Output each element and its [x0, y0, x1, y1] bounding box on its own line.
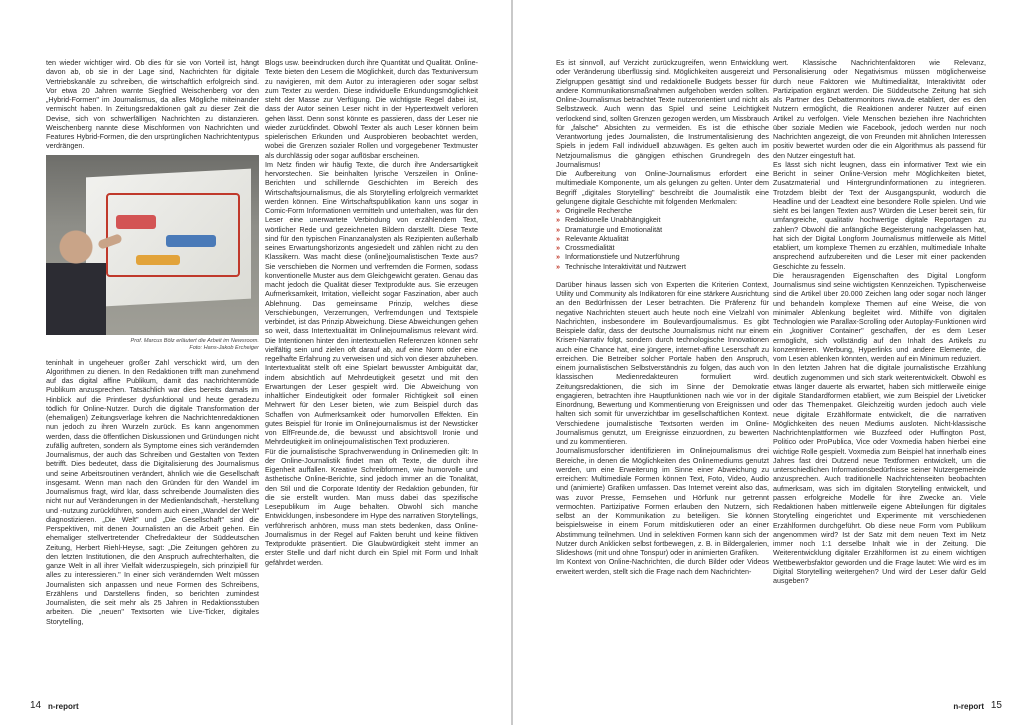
column-4-paragraph-3: Die herausragenden Eigenschaften des Digital Longform Journalismus sind seine wichtigsten Kennzeichen. Typischerweise sind die Artikel über 20.000 Zeichen lang oder sogar noch länger und behandeln komplexe Themen auf eine Weise, die von minimaler Ablenkung begleitet wird. Mithilfe von digitalen Technologien wie Parallax-Scrolling oder Autoplay-Funktionen wird ein „kognitiver Container" geschaffen, der es dem Leser ermöglicht, sich vollständig auf den Inhalt des Artikels zu konzentrieren. Werbung, Hyperlinks und andere Elemente, die vom Lesen ablenken könnten, werden auf ein Minimum reduziert.: [773, 270, 986, 363]
diagram-arrow-orange: [136, 255, 180, 265]
column-1-bottom-text: teninhalt in ungeheuer großer Zahl verschickt wird, um den Algorithmen zu dienen. In den Redaktionen trifft man zunehmend auf das digital affine Publikum, damit das nachrichtenmüde Publikum anzusprechen. Tatsächlich war dies bereits damals im Hinblick auf die Printleser dysfunktional und heute geradezu tödlich für Online-Nutzer. Durch die digitale Transformation der (ehemaligen) Zeitungsverlage kehren die Nachrichtenredaktionen nun jedoch zu ihren Wurzeln zurück. Es kann angenommen werden, dass die öffentlichen Diskussionen und Gründungen nicht zufällig auftreten, sondern als Symptome eines sich verändernden Journalismus, der auch das Schreiben und Gestalten von Texten betrifft. Dies bedeutet, dass die Digitalisierung des Journalismus und seine Arbeitsroutinen verändert, ähnlich wie die Gesellschaft insgesamt. Wenn man nach den Gründen für den Wandel im Journalismus fragt, wird klar, dass schreibende Journalisten dies nicht nur auf Veränderungen in der Medienlandschaft, -herstellung und -nutzung zurückführen, sondern auch einen „Wandel der Welt" diagnostizieren. „Die Welt" und „Die Gesellschaft" sind die Perspektiven, mit denen Journalisten an die Arbeit gehen. Ein ehemaliger stellvertretender Chefredakteur der Süddeutschen Zeitung, Herbert Riehl-Heyse, sagt: „Die Zeitungen gehören zu den letzten Institutionen, die den Anspruch aufrechterhalten, die ganze Welt in all ihrer Vielfalt widerzuspiegeln, sich prinzipiell für alles zu interessieren." In einer sich verändernden Welt müssen Journalisten sich anpassen und neue Formen des Schreibens, Erzählens und Darstellens finden, so berichten zumindest Journalisten, die seit mehr als 25 Jahren in Redaktionsstuben arbeiten. Die „neuen" Textsorten wie Live-Ticker, digitales Storytelling,: [46, 357, 259, 626]
list-item: » Informationstiefe und Nutzerführung: [556, 252, 769, 261]
column-2-paragraph-2: Im Netz finden wir häufig Texte, die durch ihre Andersartigkeit hervorstechen. Sie beinhalten lyrische Verszeilen in Online-Berichten und schillernde Geschichten im Bereich des Wirtschaftsjournalismus, die als Storytelling erfolgreich vermarktet werden können. Eine Wirtschaftspublikation kann uns sogar in Comic-Form Informationen vermitteln und unterhalten, was für den Leser eine unerwartete Verbindung von erzählendem Text, wörtlicher Rede und gezeichneten Bildern darstellt. Diese Texte sind für den typischen Finanzanalysten als Rezipienten außerhalb seines Erwartungshorizonts angesiedelt und zählen nicht zu den Klassikern. Was macht diese (online)journalistischen Texte aus? Sie verschieben die Normen und verfremden die Formen, sodass konventionelle Muster aus dem Gleichgewicht geraten. Genau das macht jedoch die Qualität dieser Textprodukte aus. Sie erzeugen Aufmerksamkeit, Irritation, vielleicht sogar Faszination, aber auch Ablehnung. Das gemeinsame Prinzip, welches diese Verschiebungen, Verzerrungen, Verfremdungen und Textspiele verbindet, ist das Prinzip Abweichung. Diese Abweichungen gehen so weit, dass Intertextualität im Onlinejournalismus relevant wird. Die Intentionen hinter den intertextuellen Referenzen können sehr vielfältig sein und zielen oft darauf ab, auf eine Norm oder eine regelhafte Erfahrung zu verweisen und sich von dieser abzuheben. Intertextualität stellt oft eine Spielart bewusster Ambiguität dar, indem absichtlich auf Mehrdeutigkeit gesetzt und mit den Erwartungen der Leser gespielt wird. Die Abweichung von inhaltlicher Eindeutigkeit oder formaler Richtigkeit soll einen Mehrwert für den Leser bieten, wie zum Beispiel durch das Schaffen von Aufmerksamkeit oder humorvollen Effekten. Ein gutes Beispiel für Ironie im Onlinejournalismus ist der Newsticker von ElfFreunde.de, die bewusst und absichtsvoll Ironie und Mehrdeutigkeit im onlinejournalistischen Text produzieren.: [265, 159, 478, 447]
list-item: » Originelle Recherche: [556, 206, 769, 215]
page-number-right: 15: [990, 700, 1002, 711]
newsroom-photo: [46, 155, 259, 335]
brand-left: n-report: [48, 702, 79, 711]
column-3-paragraph-3: Darüber hinaus lassen sich von Experten die Kriterien Context, Utility und Community als Indikatoren für eine stärkere Ausrichtung an den Bedürfnissen der Leser betrachten. Die Präferenz für negative Nachrichten steuert auch heute noch eine Vielzahl von Nachrichten, insbesondere im Boulevardjournalismus. Es gibt Beispiele dafür, dass der deutsche Journalismus nicht nur einem Krisen-Narrativ folgt, sondern durch technologische Innovationen auch eine Chance hat, eine jüngere, internet-affine Leserschaft zu erreichen. Die Betreiber solcher Portale haben den Anspruch, einem journalistischen Selbstverständnis zu folgen, das auch von klassischen Medienredakteuren formuliert wird. Zeitungsredaktionen, die sich im Sinne der Demokratie engagieren, betrachten ihre Hauptfunktionen nach wie vor in der Einordnung, Bewertung und Kommentierung von Ereignissen und halten sich somit für unverzichtbar im gesellschaftlichen Kontext. Verschiedene journalistische Textsorten werden im Online-Journalismus genutzt, um Ereignisse einzuordnen, zu bewerten und zu kommentieren.: [556, 279, 769, 446]
column-1: [46, 58, 259, 676]
column-3-paragraph-2: Die Aufbereitung von Online-Journalismus erfordert eine multimediale Komponente, um als gelungen zu gelten. Unter dem Begriff „digitales Storytelling" beschreibt die Journalistik eine gelungene digitale Geschichte mit folgenden Merkmalen:: [556, 169, 769, 206]
right-page: [513, 0, 1024, 725]
brand-right: n-report: [953, 702, 984, 711]
column-4-paragraph-4: In den letzten Jahren hat die digitale journalistische Erzählung deutlich zugenommen und sich stark weiterentwickelt. Obwohl es etwas länger dauerte als erwartet, haben sich mittlerweile einige digitale Standardformen etabliert, wie zum Beispiel der Liveticker oder das Themenpaket. Gleichzeitig wurden jedoch auch viele neue digitale Erzählformate entwickelt, die die narrativen Möglichkeiten des neuen Mediums ausloten. Nicht-klassische Nachrichtenplattformen wie Buzzfeed oder Huffington Post, Politico oder ProPublica, Vice oder Voxmedia haben hierbei eine wichtige Rolle gespielt. Voxmedia zum Beispiel hat innerhalb eines Jahres fast drei Dutzend neue Textformen entwickelt, um die unterschiedlichen Informationsbedürfnisse seiner Nutzergemeinde anzusprechen. Auch traditionelle Nachrichtenseiten beobachten aufmerksam, was sich im digitalen Storytelling entwickelt, und passen erfolgreiche Modelle für ihre Zwecke an. Viele Redaktionen haben mittlerweile eigene Abteilungen für digitales Storytelling eingerichtet und Experimente mit verschiedenen Erzählformen durchgeführt. Ob diese neue Form vom Publikum angenommen wird? Ist der Satz mit dem neuen Text im Netz immer noch 1:1 derselbe Inhalt wie in der Zeitung. Die Weiterentwicklung digitaler Erzählformen ist zu einem wichtigen Wettbewerbsfaktor geworden und die Frage lautet: Wie wird es im Digital Storytelling weitergehen? Und wird der Leser dafür Geld ausgeben?: [773, 363, 986, 585]
list-item: » Crossmedialität: [556, 243, 769, 252]
diagram-arrow-blue: [166, 235, 216, 247]
page-number-left: 14: [30, 700, 42, 711]
list-item: » Technische Interaktivität und Nutzwert: [556, 262, 769, 271]
column-2-paragraph-3: Für die journalistische Sprachverwendung in Onlinemedien gilt: In der Online-Journalistik findet man oft Texte, die durch ihre Eigenheit auffallen. Kreative Schreibformen, wie humorvolle und ästhetische Online-Berichte, sind jedoch immer an die Tonalität, den Stil und die Corporate Identity der Redaktion gebunden, für die sie erstellt wurden. Man muss dabei das spezifische Lesepublikum im Auge behalten. Obwohl sich manche Entwicklungen, insbesondere im Hype des narrativen Storytellings, verführerisch anhören, muss man stets bedenken, dass Online-Journalismus in der Regel auf Fakten beruht und keine fiktiven Textprodukte präsentiert. Die Glaubwürdigkeit steht immer an erster Stelle und darf nicht durch ein Spiel mit Form und Inhalt gefährdet werden.: [265, 446, 478, 567]
spacer: [556, 271, 769, 280]
column-2-paragraph-1: Blogs usw. beeindrucken durch ihre Quantität und Qualität. Online-Texte bieten den Lesern die Möglichkeit, durch das Textuniversum zu navigieren, mit dem Autor zu interagieren oder sogar selbst zum Texter zu werden. Diese individuelle Erkundungsmöglichkeit steht der Masse zur Verfügung. Die wichtigste Regel dabei ist, dass der Autor seinen Leser nicht in der Hypertextwelt verloren gehen lässt. Denn sonst könnte es passieren, dass der Leser nie wieder zurückfindet. Obwohl Texter als auch Leser können beim spielerischen Erkunden und Ausprobieren beobachtet werden, wobei die Grenzen sozialer Rollen und vorgegebener Textmuster als durchlässig oder sogar auflösbar erscheinen.: [265, 58, 478, 160]
column-3-paragraph-4: Journalismusforscher identifizieren im Onlinejournalismus drei Bereiche, in denen die Möglichkeiten des Onlinemediums genutzt werden, um eine Erweiterung im Sinne einer Abweichung zu erreichen: Multimediale Formen können Text, Foto, Video, Audio und (animierte) Grafiken umfassen. Das Internet vereint also das, was zuvor Presse, Fernsehen und Hörfunk nur getrennt vermochten. Partizipative Formen erlauben den Nutzern, sich selbst an der Kommunikation zu beteiligen. Sie können beispielsweise in einem Forum mitdiskutieren oder an einer Abstimmung teilnehmen. Und in selektiven Formen kann sich der Nutzer durch Anklicken selbst fortbewegen, z. B. in Bildergalerien, Slideshows (mit und ohne Tonspur) oder in animierten Grafiken.: [556, 446, 769, 557]
column-4-paragraph-1: wert. Klassische Nachrichtenfaktoren wie Relevanz, Personalisierung oder Negativismus müssen möglicherweise durch neue Faktoren wie Multimedialität, Interaktivität oder Partizipation ergänzt werden. Die Süddeutsche Zeitung hat sich als Partner des Debattenmonitors riwva.de etabliert, der es den Nutzern ermöglicht, die Reaktionen anderer Nutzer auf einen Artikel zu verfolgen. Viele Menschen beziehen ihre Nachrichten über soziale Medien wie Facebook, jedoch werden nur noch Nachrichten angezeigt, die von Freunden mit ähnlichen Interessen positiv bewertet wurden oder die ein Algorithmus als passend für den Nutzer eingestuft hat.: [773, 58, 986, 160]
column-3-paragraph-1: Es ist sinnvoll, auf Verzicht zurückzugreifen, wenn Entwicklung oder Veränderung überflüssig sind. Möglichkeiten ausgereizt und Zielgruppen gesättigt sind und redaktionelle Budgets besser für andere Kommunikationsmaßnahmen aufgehoben werden sollten. Online-Journalismus betrachtet Texte nutzerorientiert und nicht als Selbstzweck. Auch wenn das Spiel und seine Leichtigkeit verlockend sind, sollten Grenzen gezogen werden, um Missbrauch für „falsche" Absichten zu vermeiden. Es ist die ethische Verantwortung jedes Journalisten, die Instrumentalisierung des Spiels in jedem Fall individuell abzuwägen. Es gelten auch im Netzjournalismus die gängigen ethischen Grundregeln des Journalismus!: [556, 58, 769, 169]
storytelling-criteria-list: [556, 206, 769, 271]
presenter-figure: [46, 225, 106, 335]
column-1-top-text: ten wieder wichtiger wird. Ob dies für sie von Vorteil ist, hängt davon ab, ob sie in der Lage sind, Nachrichten für digitale Vertriebskanäle zu schreiben, die wirtschaftlich erfolgreich sind. Vor etwa 20 Jahren warnte Siegfried Weischenberg vor den „Hybrid-Formen" im Journalismus, da alles Mögliche miteinander vermischt haben. In Zeitungsredaktionen galt zu dieser Zeit die Devise, sich von schwerfälligen Nachrichten zu distanzieren. Weischenberg nannte diese Mischformen von Nachrichten und Features Hybrid-Formen, die den ursprünglichen Nachrichtentypus verdrängen.: [46, 58, 259, 151]
list-item: » Dramaturgie und Emotionalität: [556, 225, 769, 234]
column-4-paragraph-2: Es lässt sich nicht leugnen, dass ein informativer Text wie ein Bericht in seiner Online-Version mehr Möglichkeiten bietet, Zusatzmaterial und Hintergrundinformationen zu integrieren. Trotzdem bleibt der Text der Ausgangspunkt, wodurch die Headline und der Leadtext eine besondere Rolle spielen. Und wie sieht es bei langen Texten aus? Würden die Leser bereit sein, für umfangreiche, qualitativ hochwertige digitale Reportagen zu zahlen? Obwohl die anfängliche Begeisterung nachgelassen hat, hat sich der Digital Longform Journalismus mittlerweile als Mittel etabliert, um komplexe Themen zu erzählen, multimediale Inhalte ansprechend aufzubereiten und die Leser mit einer packenden Geschichte zu fesseln.: [773, 159, 986, 271]
photo-caption-line-1: Prof. Marcus Bölz erläutert die Arbeit im Newsroom.: [130, 337, 259, 344]
column-3-paragraph-5: Im Kontext von Online-Nachrichten, die durch Bilder oder Videos erweitert werden, stellt sich die Frage nach dem Nachrichten-: [556, 557, 769, 576]
column-3: [556, 58, 769, 676]
left-page: [0, 0, 511, 725]
list-item: » Redaktionelle Unabhängigkeit: [556, 215, 769, 224]
list-item: » Relevante Aktualität: [556, 234, 769, 243]
photo-caption-line-2: Foto: Hans-Jakob Ercheiger: [189, 344, 259, 351]
diagram-arrow-red: [116, 215, 156, 229]
photo-figure: [46, 155, 259, 352]
column-4: [773, 58, 986, 676]
photo-caption: [46, 338, 259, 352]
column-2: [265, 58, 478, 676]
